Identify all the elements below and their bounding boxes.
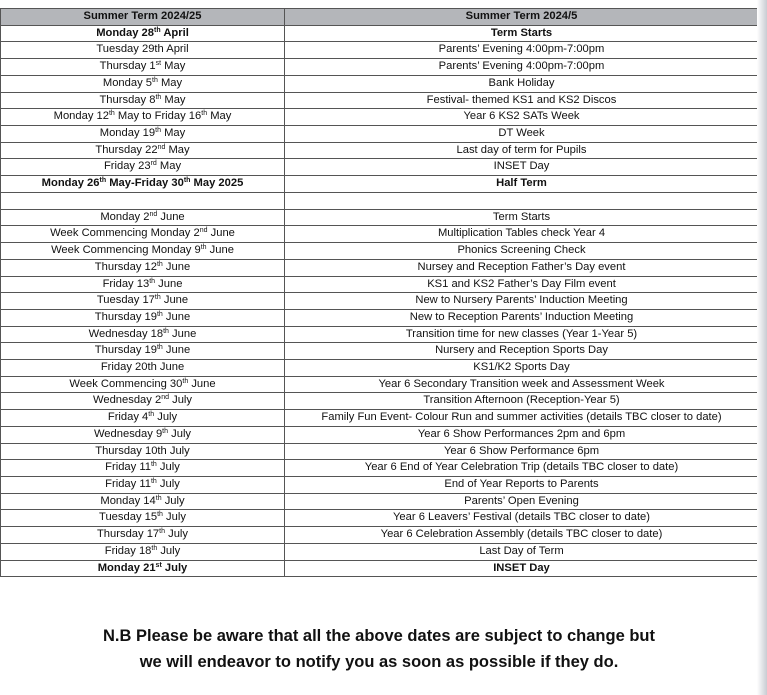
date-cell — [1, 410, 285, 427]
table-row — [1, 560, 759, 577]
date-text: Monday 12 — [53, 110, 109, 123]
date-text: Week Commencing Monday 2 — [50, 227, 200, 240]
date-ordinal-suffix: th — [159, 528, 165, 536]
event-cell: New to Reception Parents’ Induction Meeting — [285, 309, 759, 326]
event-cell: Parents’ Evening 4:00pm-7:00pm — [285, 59, 759, 76]
date-ordinal-suffix: th — [150, 461, 157, 469]
date-text: Thursday 8 — [99, 93, 156, 106]
table-row — [1, 360, 759, 377]
table-row — [1, 393, 759, 410]
date-text: June — [188, 377, 216, 390]
date-text: May — [156, 160, 182, 173]
date-cell — [1, 560, 285, 577]
date-cell — [1, 243, 285, 260]
summer-term-calendar-table — [0, 8, 759, 577]
event-cell: Bank Holiday — [285, 75, 759, 92]
event-cell: KS1 and KS2 Father’s Day Film event — [285, 276, 759, 293]
date-text: May — [207, 110, 232, 123]
date-ordinal-suffix: th — [201, 110, 208, 118]
date-cell — [1, 293, 285, 310]
date-text: June — [162, 344, 191, 357]
date-ordinal-suffix: th — [163, 327, 169, 335]
date-cell — [1, 209, 285, 226]
date-cell — [1, 376, 285, 393]
date-cell — [1, 176, 285, 193]
date-ordinal-suffix: th — [155, 93, 162, 101]
date-cell — [1, 226, 285, 243]
date-cell — [1, 259, 285, 276]
event-cell: KS1/K2 Sports Day — [285, 360, 759, 377]
event-cell: New to Nursery Parents’ Induction Meeting — [285, 293, 759, 310]
date-cell — [1, 192, 285, 209]
date-ordinal-suffix: nd — [149, 210, 158, 218]
date-ordinal-suffix: th — [162, 427, 169, 435]
date-text: April — [160, 26, 189, 39]
date-text: Friday 18 — [104, 544, 152, 557]
table-row — [1, 510, 759, 527]
date-text: May to Friday 16 — [114, 110, 202, 123]
date-cell — [1, 159, 285, 176]
date-cell — [1, 510, 285, 527]
table-row — [1, 259, 759, 276]
date-text: Thursday 17 — [96, 528, 160, 541]
date-ordinal-suffix: th — [183, 177, 191, 185]
table-row — [1, 543, 759, 560]
table-body — [1, 25, 759, 577]
table-row — [1, 343, 759, 360]
table-row — [1, 476, 759, 493]
event-cell: Parents’ Open Evening — [285, 493, 759, 510]
date-text: Friday 11 — [105, 477, 151, 490]
date-text: Thursday 19 — [94, 310, 157, 323]
table-row — [1, 75, 759, 92]
event-cell: Year 6 Celebration Assembly (details TBC closer to date) — [285, 527, 759, 544]
event-cell: Nursey and Reception Father’s Day event — [285, 259, 759, 276]
event-cell: Year 6 Leavers’ Festival (details TBC closer to date) — [285, 510, 759, 527]
event-cell: Half Term — [285, 176, 759, 193]
page-edge-shadow — [757, 0, 767, 695]
event-cell: Term Starts — [285, 209, 759, 226]
table-row — [1, 142, 759, 159]
date-ordinal-suffix: nd — [157, 143, 166, 151]
event-cell: Transition time for new classes (Year 1-Year 5) — [285, 326, 759, 343]
date-text: July — [169, 394, 193, 407]
table-row — [1, 443, 759, 460]
date-text: Week Commencing Monday 9 — [51, 244, 201, 257]
date-ordinal-suffix: th — [157, 511, 163, 519]
event-cell — [285, 192, 759, 209]
date-text: Tuesday 15 — [99, 511, 158, 524]
table-row — [1, 109, 759, 126]
event-cell: Year 6 Secondary Transition week and Assessment Week — [285, 376, 759, 393]
date-ordinal-suffix: th — [154, 294, 161, 302]
table-row — [1, 226, 759, 243]
date-text: July — [165, 528, 189, 541]
table-row — [1, 426, 759, 443]
date-ordinal-suffix: th — [154, 26, 161, 34]
date-text: Tuesday 17 — [96, 294, 155, 307]
date-text: Monday 28 — [96, 26, 155, 39]
date-text: Friday 20th June — [100, 361, 185, 374]
date-ordinal-suffix: rd — [150, 160, 157, 168]
header-event-column: Summer Term 2024/5 — [285, 9, 759, 26]
event-cell: INSET Day — [285, 159, 759, 176]
event-cell: Family Fun Event- Colour Run and summer activities (details TBC closer to date) — [285, 410, 759, 427]
table-row — [1, 326, 759, 343]
table-header-row — [1, 9, 759, 26]
date-text: July — [161, 561, 188, 574]
date-cell — [1, 476, 285, 493]
header-date-column: Summer Term 2024/25 — [1, 9, 285, 26]
date-text: June — [206, 244, 234, 257]
date-text: May — [161, 60, 186, 73]
date-text: Thursday 22 — [95, 143, 158, 156]
date-text: July — [162, 511, 186, 524]
date-text: June — [162, 310, 191, 323]
disclaimer-note-line-1: N.B Please be aware that all the above dates are subject to change but — [102, 627, 655, 645]
date-text: June — [157, 210, 185, 223]
date-text: May — [161, 93, 186, 106]
date-text: Thursday 1 — [99, 60, 156, 73]
table-row — [1, 493, 759, 510]
date-cell — [1, 543, 285, 560]
date-text: Wednesday 2 — [92, 394, 162, 407]
date-cell — [1, 460, 285, 477]
table-row — [1, 176, 759, 193]
date-text: Thursday 12 — [94, 260, 157, 273]
date-text: July — [157, 544, 181, 557]
table-row — [1, 125, 759, 142]
date-ordinal-suffix: th — [156, 310, 163, 318]
date-cell — [1, 125, 285, 142]
event-cell: Nursery and Reception Sports Day — [285, 343, 759, 360]
date-cell — [1, 326, 285, 343]
table-row — [1, 460, 759, 477]
date-cell — [1, 59, 285, 76]
date-ordinal-suffix: th — [151, 544, 158, 552]
date-text: Thursday 19 — [94, 344, 157, 357]
date-text: May — [160, 126, 186, 139]
event-cell: Year 6 Show Performances 2pm and 6pm — [285, 426, 759, 443]
date-cell — [1, 309, 285, 326]
date-ordinal-suffix: st — [155, 561, 162, 569]
date-text: Monday 19 — [99, 126, 156, 139]
date-text: Week Commencing 30 — [69, 377, 183, 390]
date-text: June — [162, 260, 191, 273]
date-text: May 2025 — [190, 177, 244, 190]
event-cell: Year 6 Show Performance 6pm — [285, 443, 759, 460]
table-row — [1, 92, 759, 109]
date-ordinal-suffix: th — [155, 126, 161, 134]
event-cell: Term Starts — [285, 25, 759, 42]
date-text: Wednesday 18 — [88, 327, 164, 340]
date-text: June — [155, 277, 183, 290]
date-cell — [1, 443, 285, 460]
date-text: June — [168, 327, 197, 340]
table-row — [1, 376, 759, 393]
table-row — [1, 25, 759, 42]
date-text: July — [161, 494, 185, 507]
date-cell — [1, 360, 285, 377]
date-cell — [1, 393, 285, 410]
date-text: Friday 4 — [107, 411, 149, 424]
table-row — [1, 276, 759, 293]
event-cell: Year 6 KS2 SATs Week — [285, 109, 759, 126]
date-text: Wednesday 9 — [93, 427, 163, 440]
event-cell: Year 6 End of Year Celebration Trip (details TBC closer to date) — [285, 460, 759, 477]
table-row — [1, 243, 759, 260]
event-cell: Last day of term for Pupils — [285, 142, 759, 159]
date-text: Monday 5 — [102, 76, 153, 89]
date-cell — [1, 42, 285, 59]
table-row — [1, 42, 759, 59]
date-text: May — [157, 76, 183, 89]
table-row — [1, 527, 759, 544]
date-text: May-Friday 30 — [106, 177, 184, 190]
table-row — [1, 410, 759, 427]
date-cell — [1, 142, 285, 159]
date-ordinal-suffix: th — [148, 411, 155, 419]
date-ordinal-suffix: st — [155, 60, 162, 68]
date-cell — [1, 92, 285, 109]
event-cell: End of Year Reports to Parents — [285, 476, 759, 493]
date-text: Monday 21 — [97, 561, 156, 574]
date-ordinal-suffix: nd — [161, 394, 169, 402]
event-cell: Last Day of Term — [285, 543, 759, 560]
table-row — [1, 309, 759, 326]
date-cell — [1, 426, 285, 443]
date-cell — [1, 343, 285, 360]
table-row — [1, 159, 759, 176]
date-ordinal-suffix: th — [150, 477, 157, 485]
date-ordinal-suffix: th — [152, 76, 158, 84]
date-text: Tuesday 29th April — [96, 43, 189, 56]
table-row — [1, 209, 759, 226]
date-text: Monday 14 — [100, 494, 156, 507]
date-text: July — [156, 477, 180, 490]
table-row — [1, 192, 759, 209]
date-ordinal-suffix: th — [156, 344, 163, 352]
date-ordinal-suffix: th — [155, 494, 162, 502]
date-cell — [1, 109, 285, 126]
date-ordinal-suffix: nd — [199, 227, 208, 235]
date-ordinal-suffix: th — [200, 244, 207, 252]
date-ordinal-suffix: th — [99, 177, 107, 185]
table-row — [1, 293, 759, 310]
date-text: Monday 2 — [100, 210, 150, 223]
date-text: June — [207, 227, 235, 240]
table-row — [1, 59, 759, 76]
date-text: Thursday 10th July — [95, 444, 190, 457]
date-text: Friday 11 — [105, 461, 151, 474]
date-ordinal-suffix: th — [149, 277, 156, 285]
date-text: June — [160, 294, 189, 307]
event-cell: DT Week — [285, 125, 759, 142]
event-cell: INSET Day — [285, 560, 759, 577]
date-ordinal-suffix: th — [156, 260, 163, 268]
date-text: July — [156, 461, 180, 474]
date-ordinal-suffix: th — [108, 110, 115, 118]
event-cell: Parents’ Evening 4:00pm-7:00pm — [285, 42, 759, 59]
date-ordinal-suffix: th — [182, 377, 189, 385]
date-cell — [1, 493, 285, 510]
date-cell — [1, 527, 285, 544]
date-text: Monday 26 — [41, 177, 100, 190]
date-text: July — [168, 427, 192, 440]
event-cell: Transition Afternoon (Reception-Year 5) — [285, 393, 759, 410]
date-text: Friday 23 — [103, 160, 151, 173]
date-cell — [1, 75, 285, 92]
date-cell — [1, 276, 285, 293]
disclaimer-note-line-2: we will endeavor to notify you as soon as possible if they do. — [139, 653, 619, 671]
date-cell — [1, 25, 285, 42]
date-text: May — [165, 143, 190, 156]
event-cell: Multiplication Tables check Year 4 — [285, 226, 759, 243]
date-text: Friday 13 — [102, 277, 150, 290]
event-cell: Phonics Screening Check — [285, 243, 759, 260]
date-text: July — [154, 411, 178, 424]
event-cell: Festival- themed KS1 and KS2 Discos — [285, 92, 759, 109]
